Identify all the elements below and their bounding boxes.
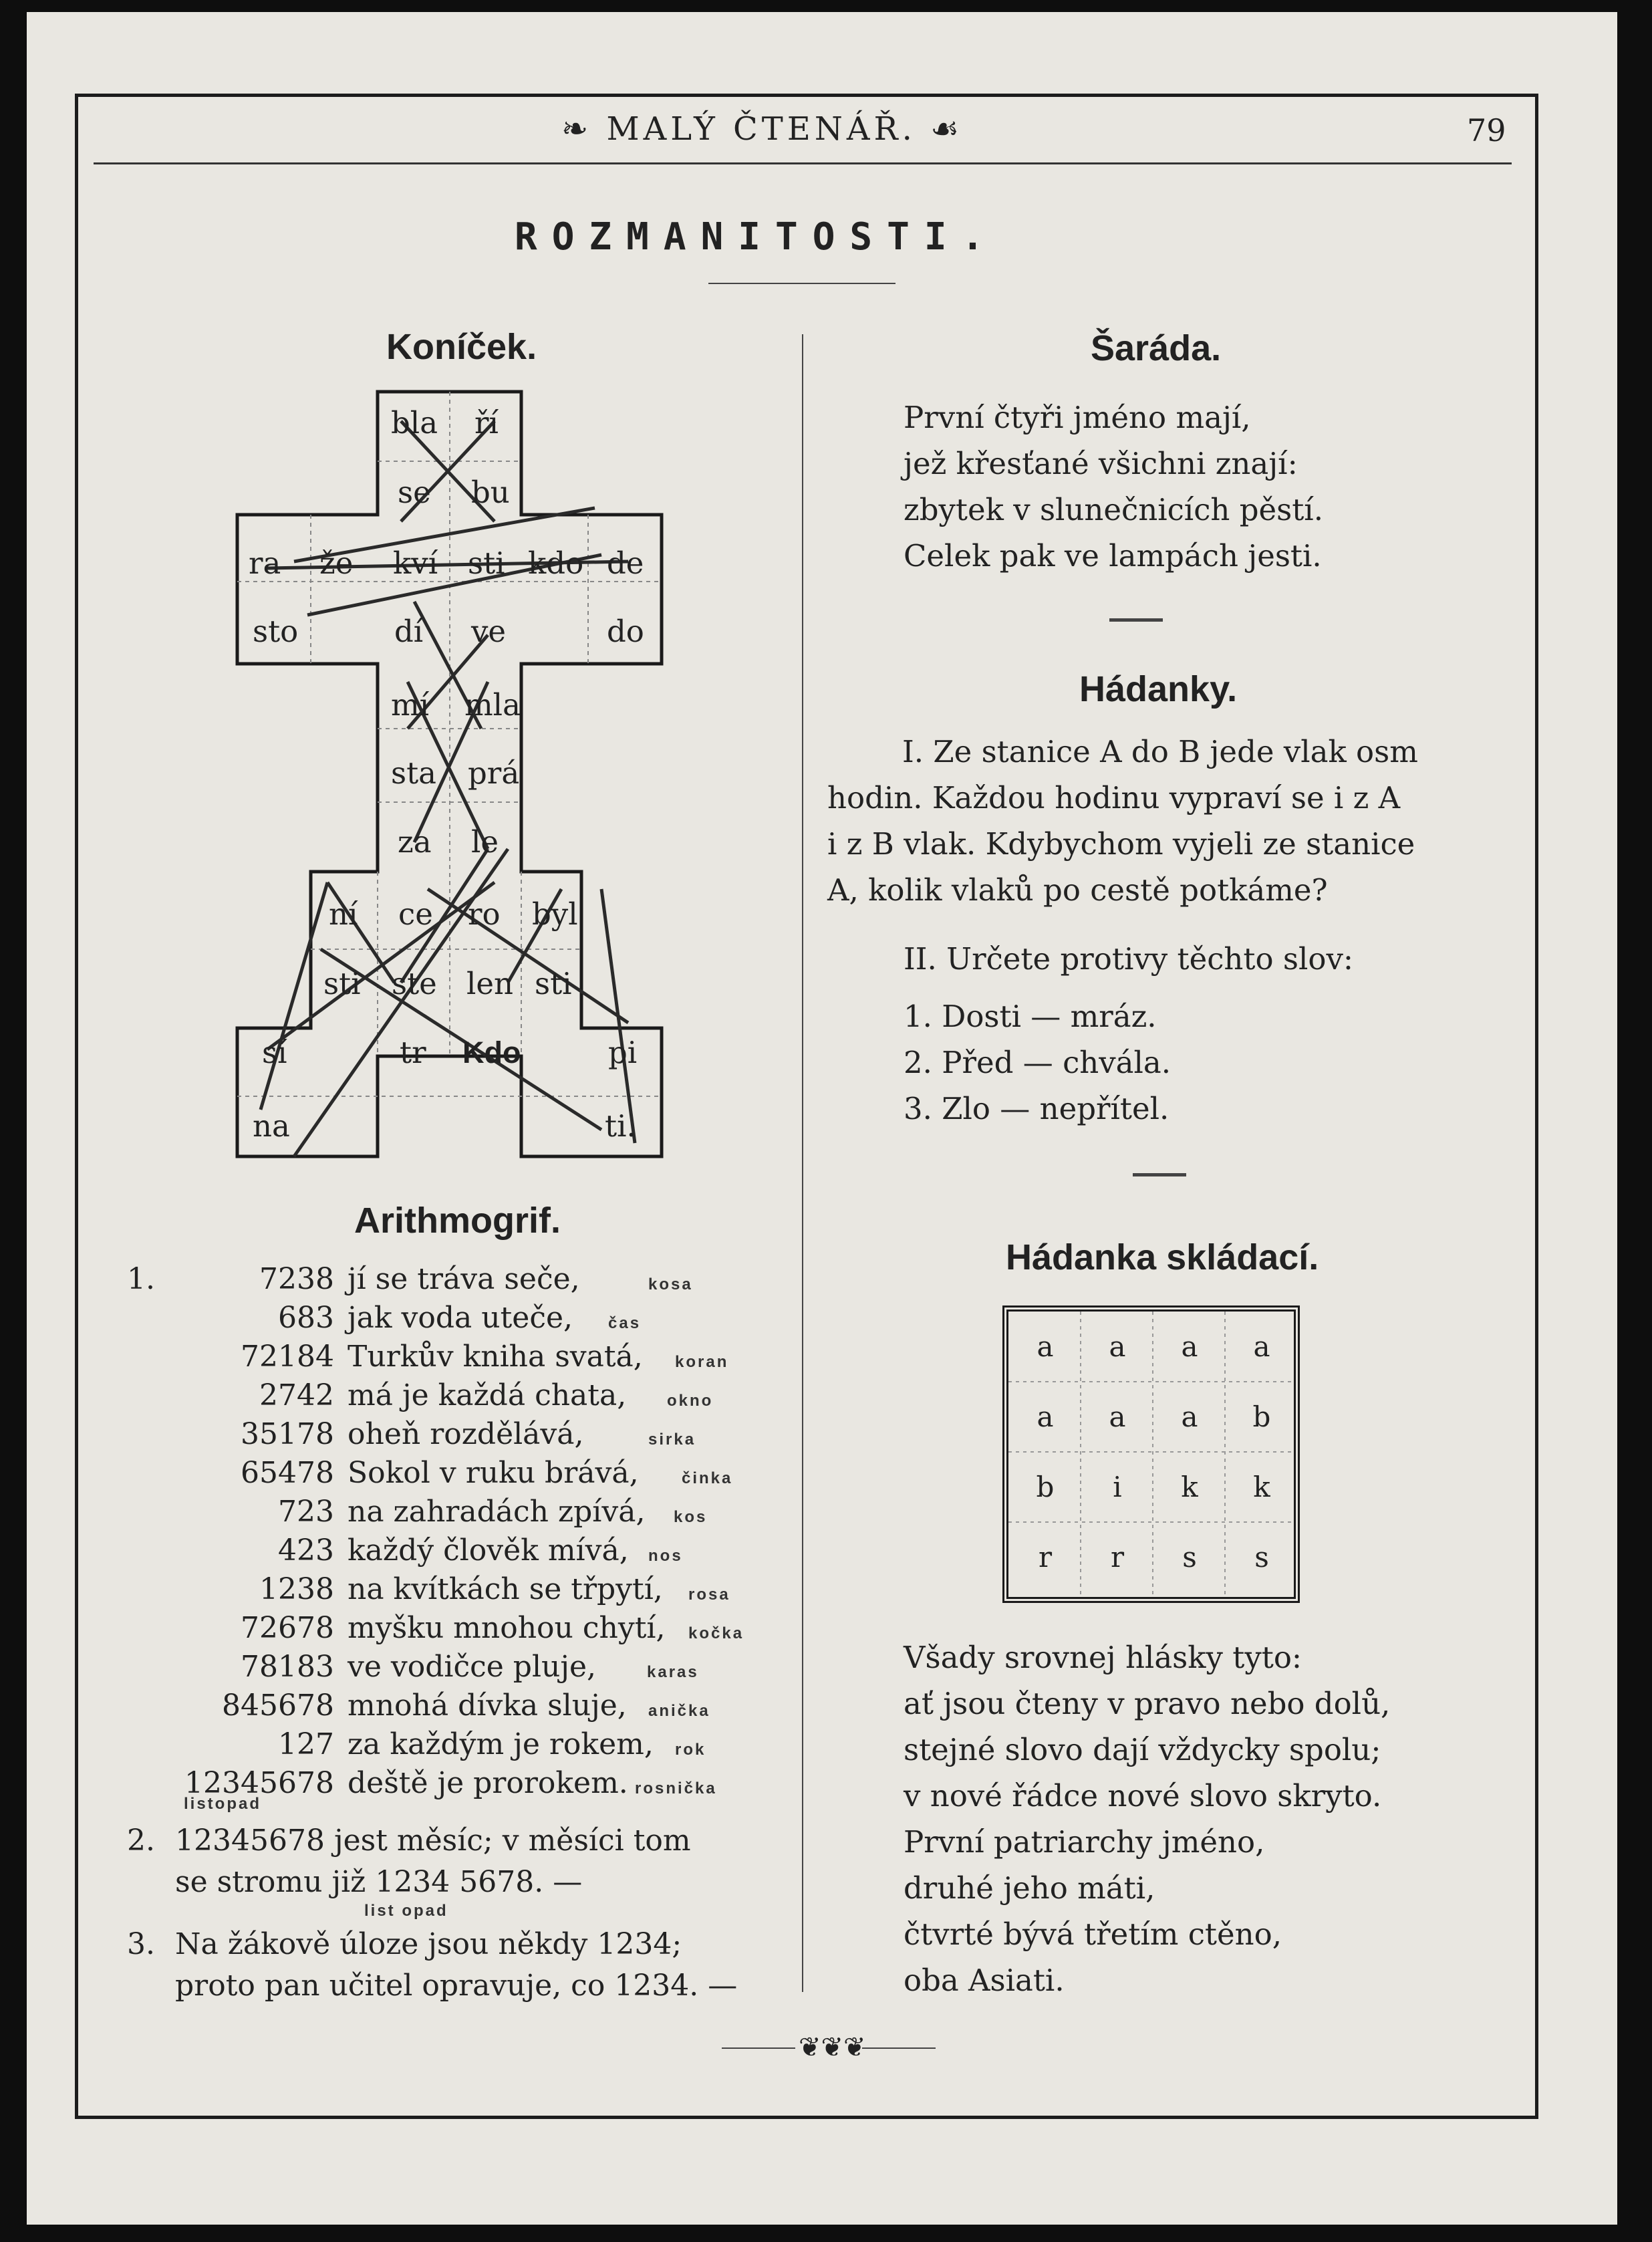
divider-dash (1109, 618, 1163, 622)
verse-line: stejné slovo dají vždycky spolu; (904, 1732, 1381, 1767)
letter-grid (1002, 1305, 1300, 1603)
header-title: MALÝ ČTENÁŘ. (606, 110, 916, 148)
arith-item2-line1: 12345678 jest měsíc; v měsíci tom (175, 1824, 691, 1858)
cell-sta: sta (391, 755, 437, 791)
verse-line: ať jsou čteny v pravo nebo dolů, (904, 1686, 1391, 1721)
cell-za: za (398, 824, 432, 860)
grid-cell: a (1253, 1330, 1270, 1363)
verse-line: První čtyři jméno mají, (904, 400, 1251, 435)
footer-rule-left (722, 2047, 795, 2049)
arith-item3-line2: proto pan učitel opravuje, co 1234. — (175, 1969, 738, 2003)
verse-line: v nové řádce nové slovo skryto. (904, 1778, 1382, 1814)
cell-sti-3: sti (535, 966, 572, 1001)
running-header (561, 110, 963, 148)
verse-line: jež křesťané všichni znají: (904, 446, 1298, 481)
cell-mi: mí (391, 687, 430, 723)
cell-di: dí (394, 614, 424, 649)
divider-dash (1133, 1173, 1186, 1176)
cell-ve: ve (471, 614, 507, 649)
arith-item2-label: 2. (127, 1824, 155, 1858)
arith-item3-line1: Na žákově úloze jsou někdy 1234; (175, 1927, 682, 1961)
hadanky-i-line: I. Ze stanice A do B jede vlak osm (902, 734, 1418, 769)
cell-le: le (471, 824, 499, 860)
hadanky-title: Hádanky. (1079, 669, 1238, 709)
grid-cell: s (1254, 1541, 1269, 1574)
hadanky-i-line: A, kolik vlaků po cestě potkáme? (827, 872, 1328, 908)
header-rule (94, 162, 1512, 164)
cell-na: na (253, 1108, 290, 1144)
arith-item3-label: 3. (127, 1927, 155, 1961)
verse-line: První patriarchy jméno, (904, 1824, 1265, 1860)
cell-ri: ří (474, 405, 499, 441)
cell-de: de (607, 545, 644, 581)
cell-se: se (398, 475, 431, 510)
page-number: 79 (1467, 112, 1506, 148)
grid-cell: a (1109, 1330, 1126, 1363)
cell-byl: byl (532, 896, 578, 932)
cell-kdo: kdo (528, 545, 584, 581)
cell-ro: ro (468, 896, 501, 932)
grid-cell: b (1036, 1471, 1055, 1503)
arith-answer2-top: listopad (184, 1795, 262, 1813)
hadanky-ii-list (904, 993, 1171, 1132)
grid-cell: r (1110, 1541, 1125, 1574)
grid-cell: s (1182, 1541, 1197, 1574)
footer-ornament: ❦❦❦ (799, 2032, 866, 2063)
cell-pi: pi (608, 1035, 638, 1070)
hadanky-ii-item: 1. Dosti — mráz. (904, 999, 1157, 1034)
cell-ra: ra (249, 545, 281, 581)
skladaci-verse (904, 1634, 1390, 2003)
verse-line: Celek pak ve lampách jesti. (904, 538, 1322, 574)
arith-item2-line2: se stromu již 1234 5678. — (175, 1865, 583, 1899)
hadanky-ii-item: 3. Zlo — nepřítel. (904, 1091, 1169, 1126)
cell-ze: že (319, 545, 354, 581)
cell-bu: bu (471, 475, 510, 510)
cell-tr: tr (400, 1035, 426, 1070)
cell-pra: prá (468, 755, 520, 791)
sarada-verse (904, 394, 1323, 579)
cell-sti-2: sti (323, 966, 361, 1001)
cell-sti-1: sti (468, 545, 505, 581)
grid-cell: a (1181, 1330, 1198, 1363)
ornament-left: ❧ (561, 110, 593, 148)
arith-item1-label: 1. (127, 1262, 155, 1296)
footer-rule-right (862, 2047, 936, 2049)
grid-cell: a (1037, 1330, 1054, 1363)
verse-line: oba Asiati. (904, 1963, 1065, 1998)
verse-line: druhé jeho máti, (904, 1870, 1155, 1906)
hadanky-i-line: i z B vlak. Kdybychom vyjeli ze stanice (827, 826, 1415, 862)
arith-answer2-bottom: list opad (364, 1902, 448, 1920)
title-underline (708, 283, 896, 284)
verse-line: Všady srovnej hlásky tyto: (904, 1640, 1302, 1675)
cell-kvi: kví (393, 545, 438, 581)
grid-cell: a (1037, 1400, 1054, 1433)
cell-do: do (607, 614, 644, 649)
cell-ti: ti. (605, 1108, 636, 1144)
grid-cell: a (1181, 1400, 1198, 1433)
grid-cell: a (1109, 1400, 1126, 1433)
arithmogrif-list: 7238 jí se tráva seče, kosa 683 jak voda uteče, čas 72184 Turkův kniha svatá, koran 2742 má je každá chata, okno 35178 oheň rozdělává, sirka 65478 Sokol v ruku brává, činka 723 na zahradách zpívá, kos 423 každý člověk mívá, nos 1238 na kvítkách se třpytí, rosa 72678 myšku mnohou chytí, kočka 78183 ve vodičce pluje, karas 845678 mnohá dívka sluje, anička 127 za každým je rokem, rok 12345678 deště je prorokem. rosnička (184, 1262, 744, 1800)
konicek-title: Koníček. (386, 327, 537, 367)
cell-len: len (466, 966, 514, 1001)
hadanky-ii-intro: II. Určete protivy těchto slov: (904, 941, 1354, 977)
sarada-title: Šaráda. (1091, 328, 1222, 368)
section-title: ROZMANITOSTI. (515, 215, 999, 259)
cell-si: sí (262, 1035, 287, 1070)
hadanky-i-line: hodin. Každou hodinu vypraví se i z A (827, 780, 1401, 816)
cell-kdo-bold: Kdo (462, 1035, 521, 1070)
grid-cell: r (1038, 1541, 1053, 1574)
cell-ni: ní (329, 896, 358, 932)
grid-lines (1008, 1312, 1294, 1597)
arithmogrif-title: Arithmogrif. (354, 1201, 561, 1241)
verse-line: čtvrté bývá třetím ctěno, (904, 1916, 1282, 1952)
cell-sto: sto (253, 614, 299, 649)
verse-line: zbytek v slunečnicích pěstí. (904, 492, 1324, 527)
hadanky-i (827, 729, 1418, 913)
hadanky-ii-item: 2. Před — chvála. (904, 1045, 1172, 1080)
skladaci-title: Hádanka skládací. (1006, 1237, 1319, 1277)
cell-mla: mla (464, 687, 521, 723)
grid-cell: b (1252, 1400, 1271, 1433)
grid-cell: i (1113, 1471, 1122, 1503)
ornament-right: ☙ (930, 110, 964, 148)
cell-bla: bla (391, 405, 438, 441)
grid-cell: k (1253, 1471, 1270, 1503)
grid-cell: k (1181, 1471, 1198, 1503)
cell-ce: ce (398, 896, 433, 932)
cell-ste: ste (392, 966, 437, 1001)
